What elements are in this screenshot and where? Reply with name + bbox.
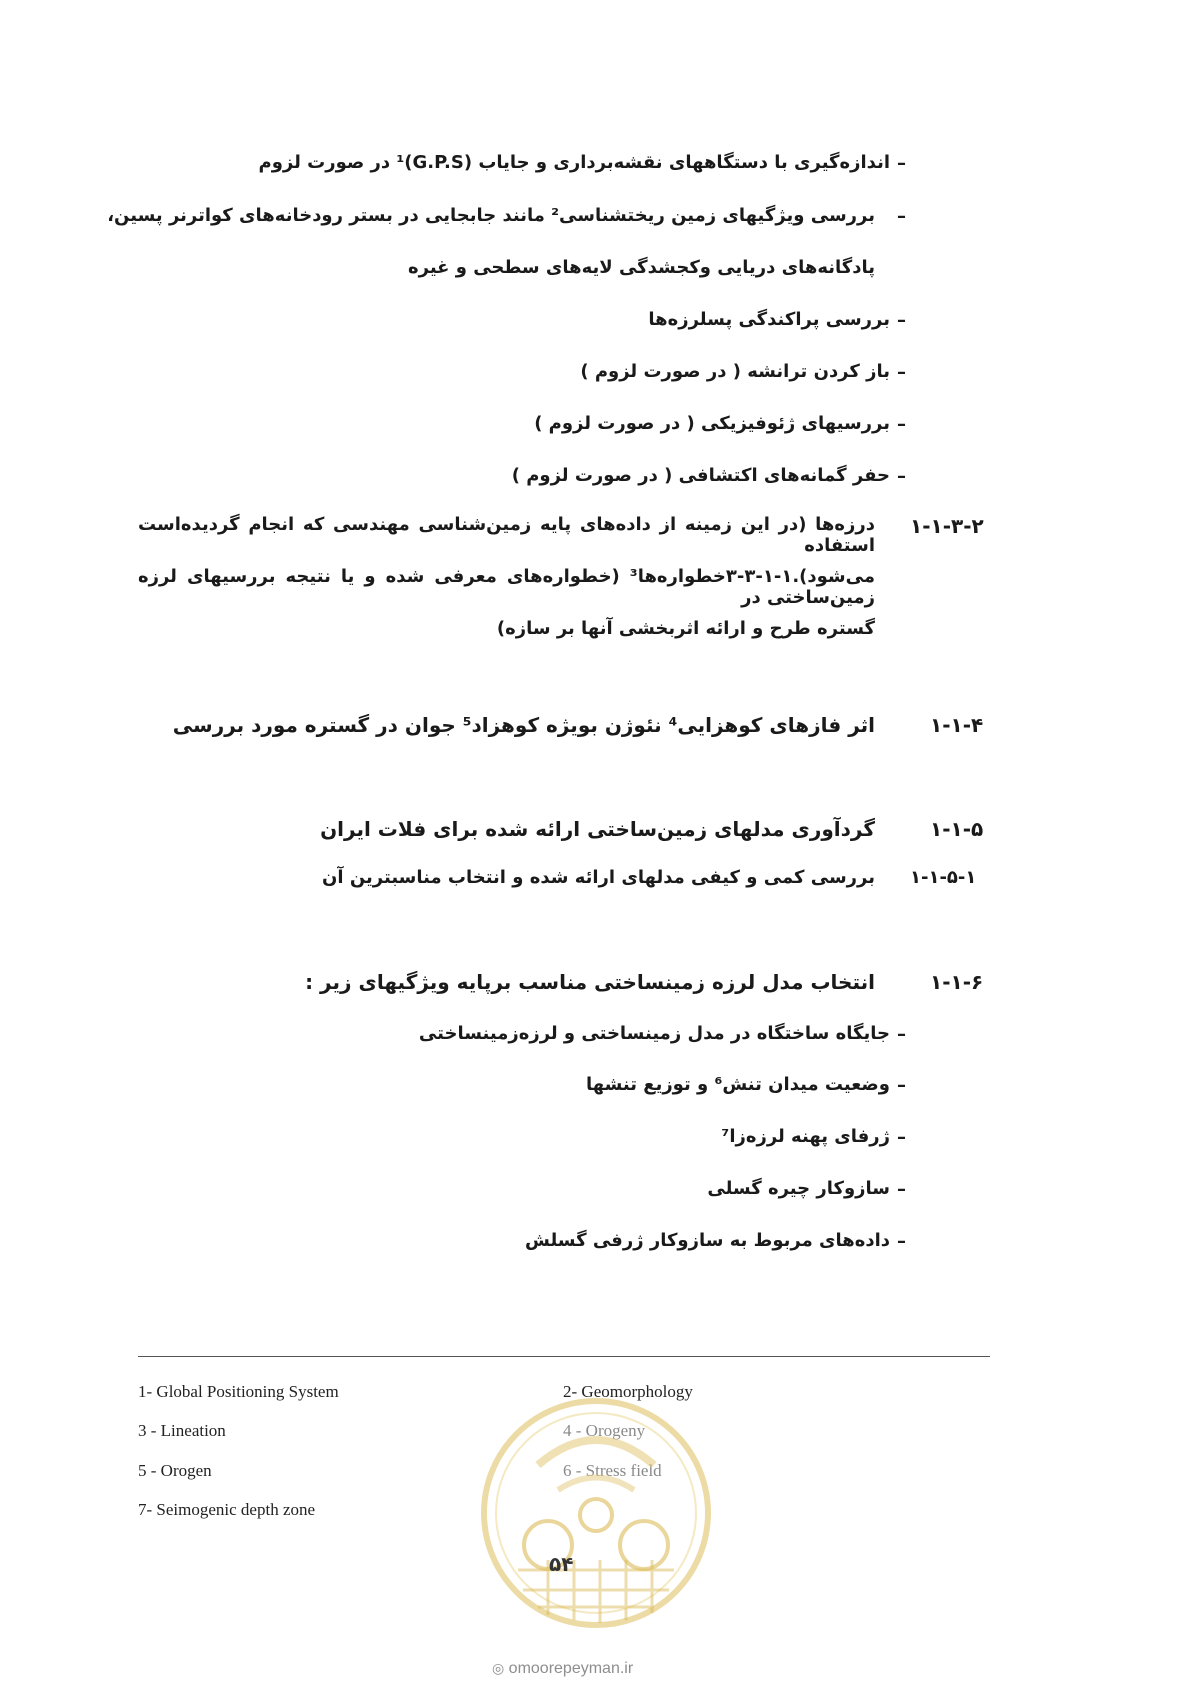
- paragraph-line: درزه‌ها (در این زمینه از داده‌های پایه زمین‌شناسی مهندسی که انجام گردیده‌است استفاده: [138, 514, 875, 556]
- bullet-dash: –: [897, 1231, 906, 1252]
- paragraph-line: می‌شود).۱-۱-۳-۳خطواره‌ها³ (خطواره‌های معرفی شده و یا نتیجه بررسیهای لرزه زمین‌ساختی در: [138, 566, 875, 608]
- footnote-separator: [138, 1356, 990, 1357]
- bullet-dash: –: [897, 1179, 906, 1200]
- footnote: 4 - Orogeny: [563, 1421, 646, 1440]
- bullet-item: وضعیت میدان تنش⁶ و توزیع تنشها: [585, 1074, 890, 1095]
- bullet-dash: –: [897, 206, 906, 227]
- section-number: ۱-۱-۴: [930, 713, 984, 737]
- bullet-dash: –: [897, 414, 906, 435]
- section-number: ۱-۱-۶: [930, 970, 984, 994]
- globe-icon: ◎: [492, 1660, 505, 1676]
- bullet-item-continued: پادگانه‌های دریایی وکجشدگی لایه‌های سطحی و غیره: [408, 257, 875, 278]
- page-number: ۵۴: [549, 1552, 574, 1576]
- bullet-item: بررسیهای ژئوفیزیکی ( در صورت لزوم ): [534, 413, 890, 434]
- bullet-item: بررسی پراکندگی پسلرزه‌ها: [648, 309, 890, 330]
- footnote: 2- Geomorphology: [563, 1382, 693, 1401]
- footnote: 5 - Orogen: [138, 1461, 212, 1480]
- watermark-website-text: omoorepeyman.ir: [508, 1660, 634, 1677]
- bullet-item: بررسی ویژگیهای زمین ریختشناسی² مانند جابجایی در بستر رودخانه‌های کواترنر پسین،: [107, 205, 875, 226]
- watermark-website: [492, 1660, 633, 1678]
- watermark-seal-logo: [478, 1395, 714, 1631]
- footnote: 3 - Lineation: [138, 1421, 226, 1440]
- bullet-dash: –: [897, 466, 906, 487]
- section-heading: اثر فازهای کوهزایی⁴ نئوژن بویژه کوهزاد⁵ جوان در گستره مورد بررسی: [172, 713, 875, 737]
- bullet-dash: –: [897, 1127, 906, 1148]
- bullet-dash: –: [897, 153, 906, 174]
- footnote: 1- Global Positioning System: [138, 1382, 339, 1401]
- bullet-item: باز کردن ترانشه ( در صورت لزوم ): [580, 361, 890, 382]
- bullet-item: سازوکار چیره گسلی: [707, 1178, 890, 1199]
- section-number: ۱-۱-۳-۲: [910, 514, 984, 538]
- paragraph-line: گستره طرح و ارائه اثربخشی آنها بر سازه): [496, 618, 875, 639]
- subsection-heading: بررسی کمی و کیفی مدلهای ارائه شده و انتخاب مناسبترین آن: [322, 867, 875, 888]
- bullet-item: داده‌های مربوط به سازوکار ژرفی گسلش: [525, 1230, 890, 1251]
- bullet-item: جایگاه ساختگاه در مدل زمینساختی و لرزه‌زمینساختی: [418, 1023, 890, 1044]
- bullet-item: ژرفای پهنه لرزه‌زا⁷: [721, 1126, 890, 1147]
- bullet-dash: –: [897, 1024, 906, 1045]
- bullet-dash: –: [897, 1075, 906, 1096]
- footnote: 6 - Stress field: [563, 1461, 662, 1480]
- section-heading: انتخاب مدل لرزه زمینساختی مناسب برپایه ویژگیهای زیر :: [305, 970, 875, 994]
- bullet-item: حفر گمانه‌های اکتشافی ( در صورت لزوم ): [511, 465, 890, 486]
- section-number: ۱-۱-۵-۱: [910, 867, 977, 888]
- bullet-dash: –: [897, 310, 906, 331]
- bullet-item: اندازه‌گیری با دستگاههای نقشه‌برداری و جایاب (G.P.S)¹ در صورت لزوم: [258, 152, 890, 173]
- bullet-dash: –: [897, 362, 906, 383]
- footnote: 7- Seimogenic depth zone: [138, 1500, 316, 1519]
- section-heading: گردآوری مدلهای زمین‌ساختی ارائه شده برای فلات ایران: [320, 817, 875, 841]
- section-number: ۱-۱-۵: [930, 817, 984, 841]
